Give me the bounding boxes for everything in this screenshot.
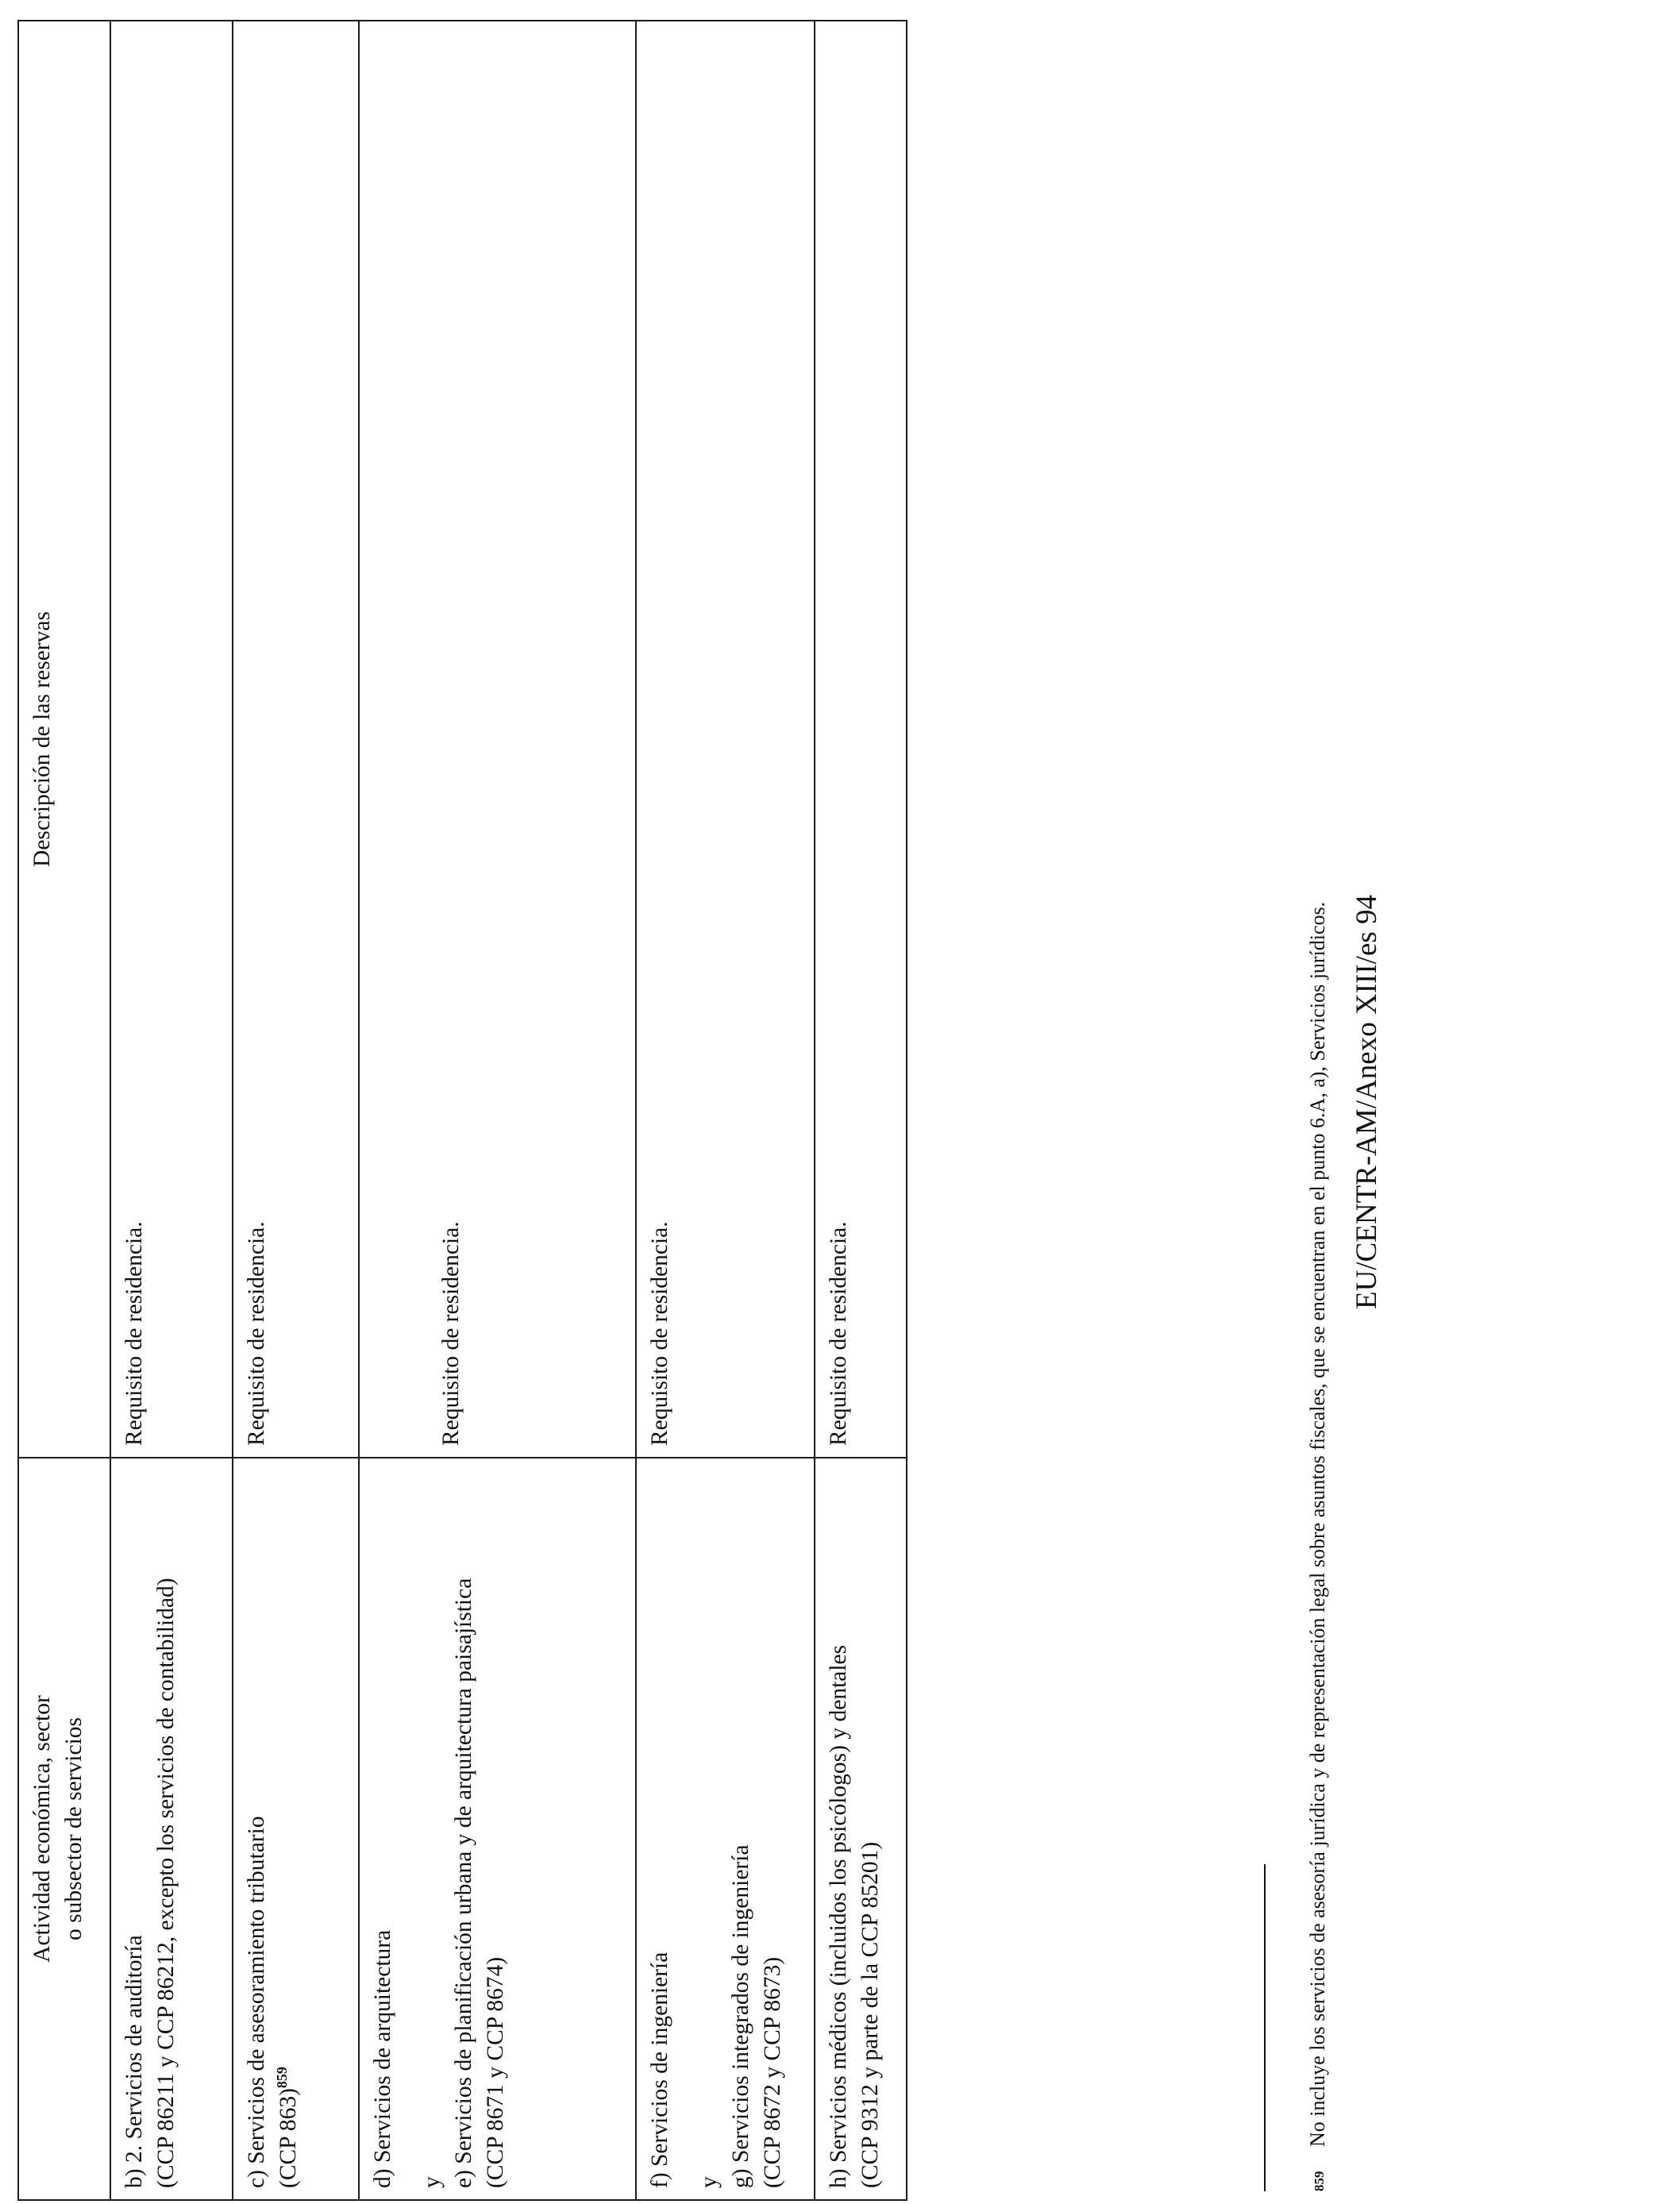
- table-row: [636, 21, 815, 2200]
- header-activity: [18, 1458, 110, 2200]
- activity-line: c) Servicios de asesoramiento tributario: [244, 1816, 269, 2188]
- activity-line: (CCP 9312 y parte de la CCP 85201): [857, 1841, 883, 2188]
- description-cell: [636, 21, 815, 1458]
- table-header-row: [18, 21, 110, 2200]
- activity-cell: [636, 1458, 815, 2200]
- activity-line: y: [696, 2176, 722, 2188]
- header-description: [18, 21, 110, 1458]
- activity-line: b) 2. Servicios de auditoría: [121, 1935, 147, 2188]
- footnote: [1305, 127, 1330, 2191]
- description-text: Requisito de residencia.: [244, 1221, 269, 1446]
- activity-code: (CCP 863): [275, 2088, 301, 2188]
- table-row: [110, 21, 233, 2200]
- header-activity-line2: o subsector de servicios: [60, 1717, 87, 1940]
- table-row: [815, 21, 907, 2200]
- activity-line: g) Servicios integrados de ingeniería: [727, 1844, 753, 2188]
- activity-cell: [359, 1458, 636, 2200]
- footnote-divider: [1264, 1864, 1266, 2191]
- activity-line: y: [418, 2176, 445, 2188]
- header-description-text: Descripción de las reservas: [29, 611, 55, 867]
- activity-line: (CCP 8672 y CCP 8673): [759, 1956, 785, 2188]
- description-cell: [815, 21, 907, 1458]
- description-text: Requisito de residencia.: [826, 1221, 851, 1446]
- page-footer: EU/CENTR-AM/Anexo XIII/es 94: [1351, 894, 1383, 1310]
- activity-line: d) Servicios de arquitectura: [370, 1929, 395, 2188]
- activity-line: e) Servicios de planificación urbana y de arquitectura paisajística: [450, 1578, 476, 2188]
- activity-line: h) Servicios médicos (incluidos los psicólogos) y dentales: [826, 1644, 851, 2188]
- activity-cell: [110, 1458, 233, 2200]
- description-cell: [359, 21, 636, 1458]
- activity-line: (CCP 86211 y CCP 86212, excepto los servicios de contabilidad): [152, 1578, 179, 2188]
- description-text: Requisito de residencia.: [647, 1221, 672, 1446]
- activity-line: [275, 1470, 303, 2188]
- reservations-table: [17, 20, 907, 2201]
- activity-line: f) Servicios de ingeniería: [647, 1952, 672, 2188]
- description-cell: [110, 21, 233, 1458]
- table-row: [233, 21, 359, 2200]
- table-row: [359, 21, 636, 2200]
- description-text: Requisito de residencia.: [438, 1221, 464, 1446]
- activity-cell: [233, 1458, 359, 2200]
- header-activity-line1: Actividad económica, sector: [29, 1695, 55, 1963]
- description-cell: [233, 21, 359, 1458]
- footnote-text: No incluye los servicios de asesoría jurídica y de representación legal sobre asuntos fiscales, que se encuentran en el punto 6.A, a), Servicios jurídicos.: [1306, 901, 1329, 2147]
- activity-cell: [815, 1458, 907, 2200]
- footnote-ref[interactable]: 859: [274, 2067, 291, 2089]
- activity-line: (CCP 8671 y CCP 8674): [482, 1956, 508, 2188]
- description-text: Requisito de residencia.: [121, 1221, 147, 1446]
- footnote-number: 859: [1311, 2171, 1327, 2191]
